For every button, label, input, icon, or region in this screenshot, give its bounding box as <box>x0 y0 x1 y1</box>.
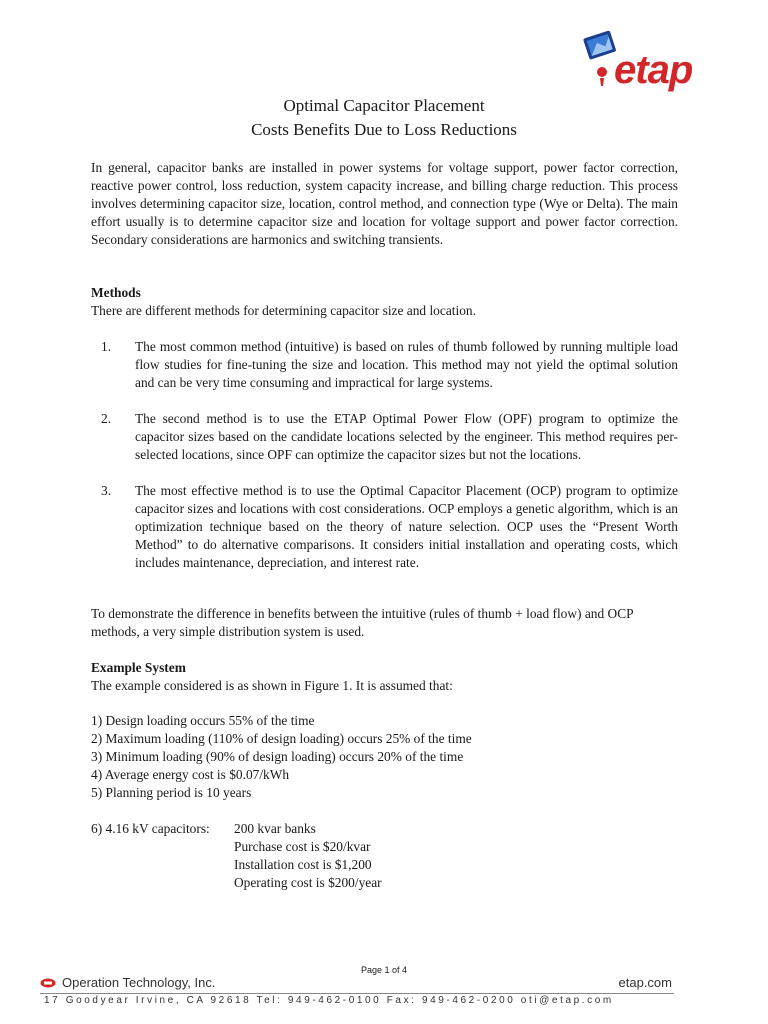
page-number: Page 1 of 4 <box>360 965 408 975</box>
list-item: The second method is to use the ETAP Optimal Power Flow (OPF) program to optimize the capacitor sizes based on the candidate locations selected by the engineer. This method requires per-selected locations, since OPF can optimize the capacitor sizes but not the locations. <box>135 411 678 462</box>
demo-paragraph: To demonstrate the difference in benefits between the intuitive (rules of thumb + load flow) and OCP methods, a very simple distribution system is used. <box>91 606 634 639</box>
list-number: 1. <box>101 339 112 354</box>
assumption-item: 3) Minimum loading (90% of design loading) occurs 20% of the time <box>91 749 464 764</box>
footer-company <box>40 975 215 990</box>
list-item: The most effective method is to use the Optimal Capacitor Placement (OCP) program to optimize capacitor sizes and locations with cost considerations. OCP employs a genetic algorithm, which is an optimization technique based on the theory of nature selection. OCP uses the “Present Worth Method” to do alternative comparisons. It considers initial installation and operating costs, which includes maintenance, depreciation, and interest rate. <box>135 483 678 570</box>
etap-logo-text: etap <box>614 48 693 92</box>
capacitors-label: 6) 4.16 kV capacitors: <box>91 821 210 836</box>
capacitor-spec: 200 kvar banks <box>234 821 316 836</box>
footer-divider <box>40 993 674 994</box>
capacitor-spec: Installation cost is $1,200 <box>234 857 372 872</box>
page-subtitle: Costs Benefits Due to Loss Reductions <box>251 120 517 139</box>
list-number: 2. <box>101 411 112 426</box>
assumption-item: 5) Planning period is 10 years <box>91 785 252 800</box>
oti-logo-icon <box>40 978 56 988</box>
footer-address: 17 Goodyear Irvine, CA 92618 Tel: 949-462-0100 Fax: 949-462-0200 oti@etap.com <box>44 995 614 1006</box>
assumption-item: 1) Design loading occurs 55% of the time <box>91 713 315 728</box>
intro-paragraph: In general, capacitor banks are installed in power systems for voltage support, power factor correction, reactive power control, loss reduction, system capacity increase, and billing charge reduction. This process involves determining capacitor size, location, control method, and connection type (Wye or Delta). The main effort usually is to determine capacitor size and location for voltage support and power factor correction. Secondary considerations are harmonics and switching transients. <box>91 160 678 247</box>
assumption-item: 2) Maximum loading (110% of design loading) occurs 25% of the time <box>91 731 472 746</box>
footer-website[interactable]: etap.com <box>618 975 672 990</box>
example-lead: The example considered is as shown in Figure 1. It is assumed that: <box>91 678 453 693</box>
list-number: 3. <box>101 483 112 498</box>
page-title: Optimal Capacitor Placement <box>283 96 485 115</box>
company-name: Operation Technology, Inc. <box>62 975 216 990</box>
example-heading: Example System <box>91 660 186 675</box>
methods-heading: Methods <box>91 285 141 300</box>
list-item: The most common method (intuitive) is based on rules of thumb followed by running multiple load flow studies for fine-tuning the size and location. This method may not yield the optimal solution and can be very time consuming and impractical for large systems. <box>135 339 678 390</box>
assumption-item: 4) Average energy cost is $0.07/kWh <box>91 767 290 782</box>
capacitor-spec: Purchase cost is $20/kvar <box>234 839 371 854</box>
capacitor-spec: Operating cost is $200/year <box>234 875 382 890</box>
methods-lead: There are different methods for determining capacitor size and location. <box>91 303 476 318</box>
